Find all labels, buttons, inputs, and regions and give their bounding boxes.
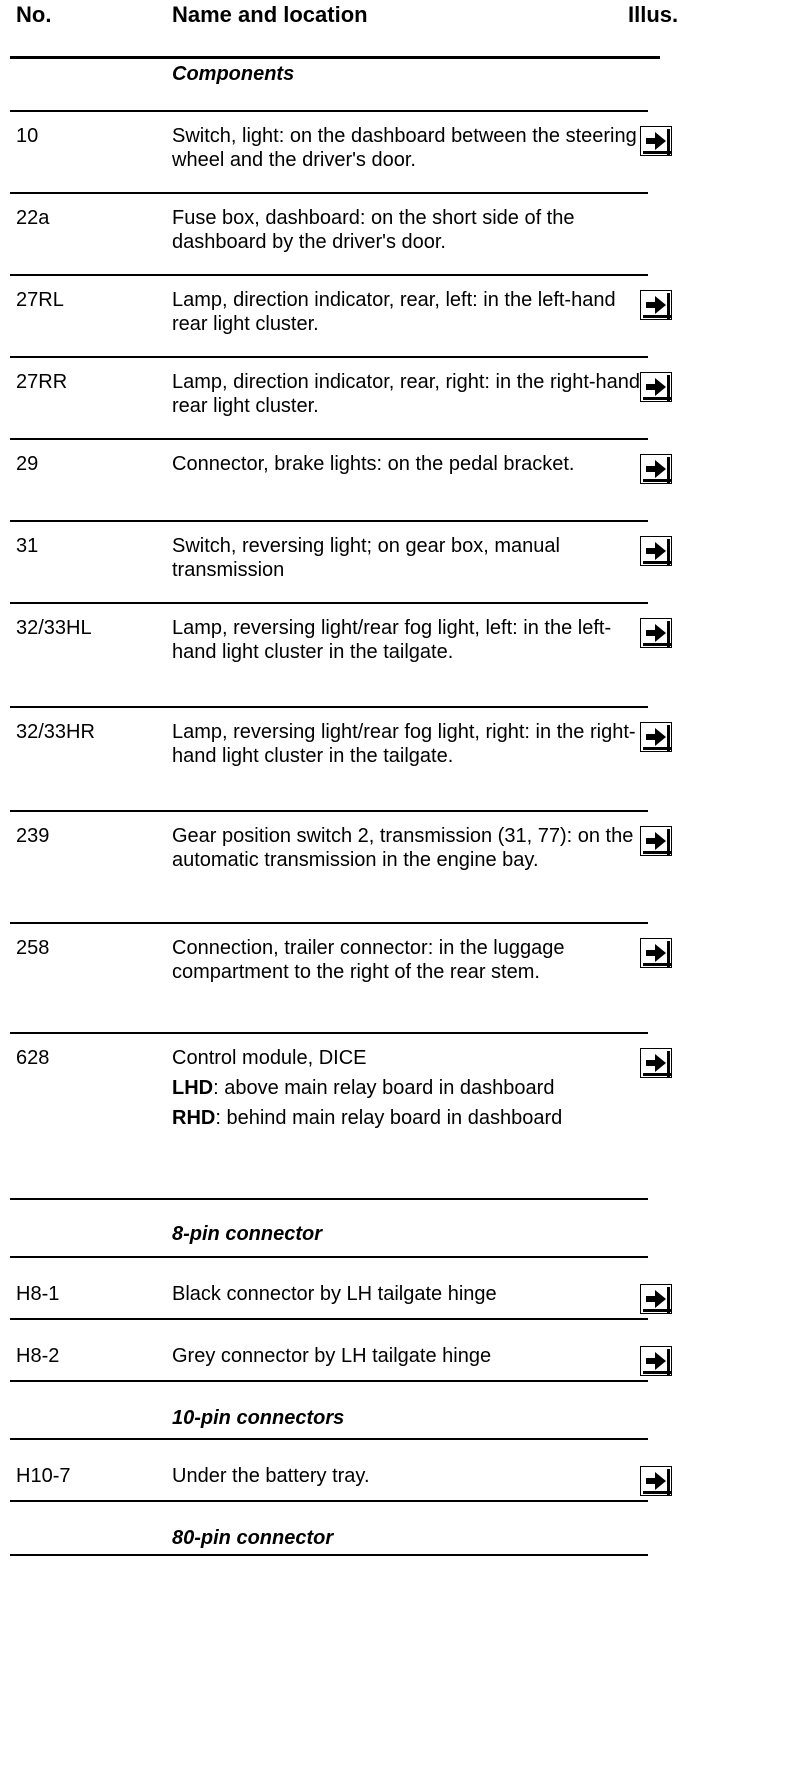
table-rule: [10, 192, 648, 194]
section-title: Components: [172, 63, 295, 85]
description-text: Lamp, reversing light/rear fog light, left: in the left-hand light cluster in the tailgate.: [172, 617, 612, 663]
column-header-no: No.: [16, 2, 52, 27]
subitem-text: : above main relay board in dashboard: [213, 1077, 555, 1099]
description-text: Lamp, direction indicator, rear, left: in the left-hand rear light cluster.: [172, 289, 616, 335]
table-rule: [10, 56, 660, 59]
table-rule: [10, 438, 648, 440]
illustration-link-button[interactable]: [640, 938, 672, 968]
illustration-link-button[interactable]: [640, 536, 672, 566]
table-rule: [10, 1500, 648, 1502]
item-number: 258: [16, 937, 50, 959]
item-description: [172, 288, 642, 336]
item-description: [172, 1464, 642, 1488]
illustration-link-button[interactable]: [640, 618, 672, 648]
description-text: Under the battery tray.: [172, 1465, 370, 1487]
item-number: 27RR: [16, 371, 68, 393]
section-title: 10-pin connectors: [172, 1407, 345, 1429]
item-description: [172, 720, 642, 768]
description-subitem: [172, 1076, 642, 1100]
column-header-illus: Illus.: [628, 2, 679, 27]
illustration-link-button[interactable]: [640, 1466, 672, 1496]
description-text: Fuse box, dashboard: on the short side of the dashboard by the driver's door.: [172, 207, 575, 253]
item-description: [172, 124, 642, 172]
item-description: [172, 206, 642, 254]
table-rule: [10, 1554, 648, 1556]
table-rule: [10, 922, 648, 924]
illustration-link-button[interactable]: [640, 290, 672, 320]
item-description: [172, 370, 642, 418]
description-text: Connection, trailer connector: in the luggage compartment to the right of the rear stem.: [172, 937, 565, 983]
description-text: Black connector by LH tailgate hinge: [172, 1283, 497, 1305]
item-number: 628: [16, 1047, 50, 1069]
item-number: 239: [16, 825, 50, 847]
item-number: 31: [16, 535, 39, 557]
item-number: 32/33HR: [16, 721, 95, 743]
description-text: Lamp, reversing light/rear fog light, right: in the right-hand light cluster in the tailgate.: [172, 721, 636, 767]
table-rule: [10, 110, 648, 112]
table-rule: [10, 602, 648, 604]
item-description: [172, 452, 642, 476]
item-description: [172, 824, 642, 872]
description-text: Connector, brake lights: on the pedal bracket.: [172, 453, 575, 475]
item-number: 32/33HL: [16, 617, 92, 639]
description-text: Lamp, direction indicator, rear, right: in the right-hand rear light cluster.: [172, 371, 641, 417]
column-header-name: Name and location: [172, 2, 368, 27]
item-description: [172, 1344, 642, 1368]
table-rule: [10, 706, 648, 708]
subitem-label: RHD: [172, 1107, 216, 1129]
illustration-link-button[interactable]: [640, 1346, 672, 1376]
item-description: [172, 1046, 642, 1130]
subitem-label: LHD: [172, 1077, 214, 1099]
item-description: [172, 534, 642, 582]
description-text: Grey connector by LH tailgate hinge: [172, 1345, 492, 1367]
table-rule: [10, 1438, 648, 1440]
item-number: 27RL: [16, 289, 64, 311]
item-number: 22a: [16, 207, 50, 229]
table-rule: [10, 1256, 648, 1258]
table-rule: [10, 1032, 648, 1034]
item-number: H8-2: [16, 1345, 60, 1367]
item-number: H10-7: [16, 1465, 71, 1487]
item-number: H8-1: [16, 1283, 60, 1305]
table-rule: [10, 274, 648, 276]
illustration-link-button[interactable]: [640, 1048, 672, 1078]
section-title: 80-pin connector: [172, 1527, 334, 1549]
table-rule: [10, 356, 648, 358]
description-text: Gear position switch 2, transmission (31, 77): on the automatic transmission in the engine bay.: [172, 825, 634, 871]
illustration-link-button[interactable]: [640, 126, 672, 156]
item-description: [172, 936, 642, 984]
table-rule: [10, 1380, 648, 1382]
illustration-link-button[interactable]: [640, 454, 672, 484]
table-rule: [10, 810, 648, 812]
description-text: Control module, DICE: [172, 1047, 367, 1069]
description-text: Switch, reversing light; on gear box, manual transmission: [172, 535, 560, 581]
illustration-link-button[interactable]: [640, 1284, 672, 1314]
illustration-link-button[interactable]: [640, 372, 672, 402]
item-number: 29: [16, 453, 39, 475]
section-title: 8-pin connector: [172, 1223, 323, 1245]
illustration-link-button[interactable]: [640, 722, 672, 752]
subitem-text: : behind main relay board in dashboard: [215, 1107, 563, 1129]
item-number: 10: [16, 125, 39, 147]
description-subitem: [172, 1106, 642, 1130]
description-text: Switch, light: on the dashboard between the steering wheel and the driver's door.: [172, 125, 637, 171]
table-rule: [10, 1318, 648, 1320]
table-rule: [10, 1198, 648, 1200]
item-description: [172, 1282, 642, 1306]
illustration-link-button[interactable]: [640, 826, 672, 856]
table-rule: [10, 520, 648, 522]
item-description: [172, 616, 642, 664]
